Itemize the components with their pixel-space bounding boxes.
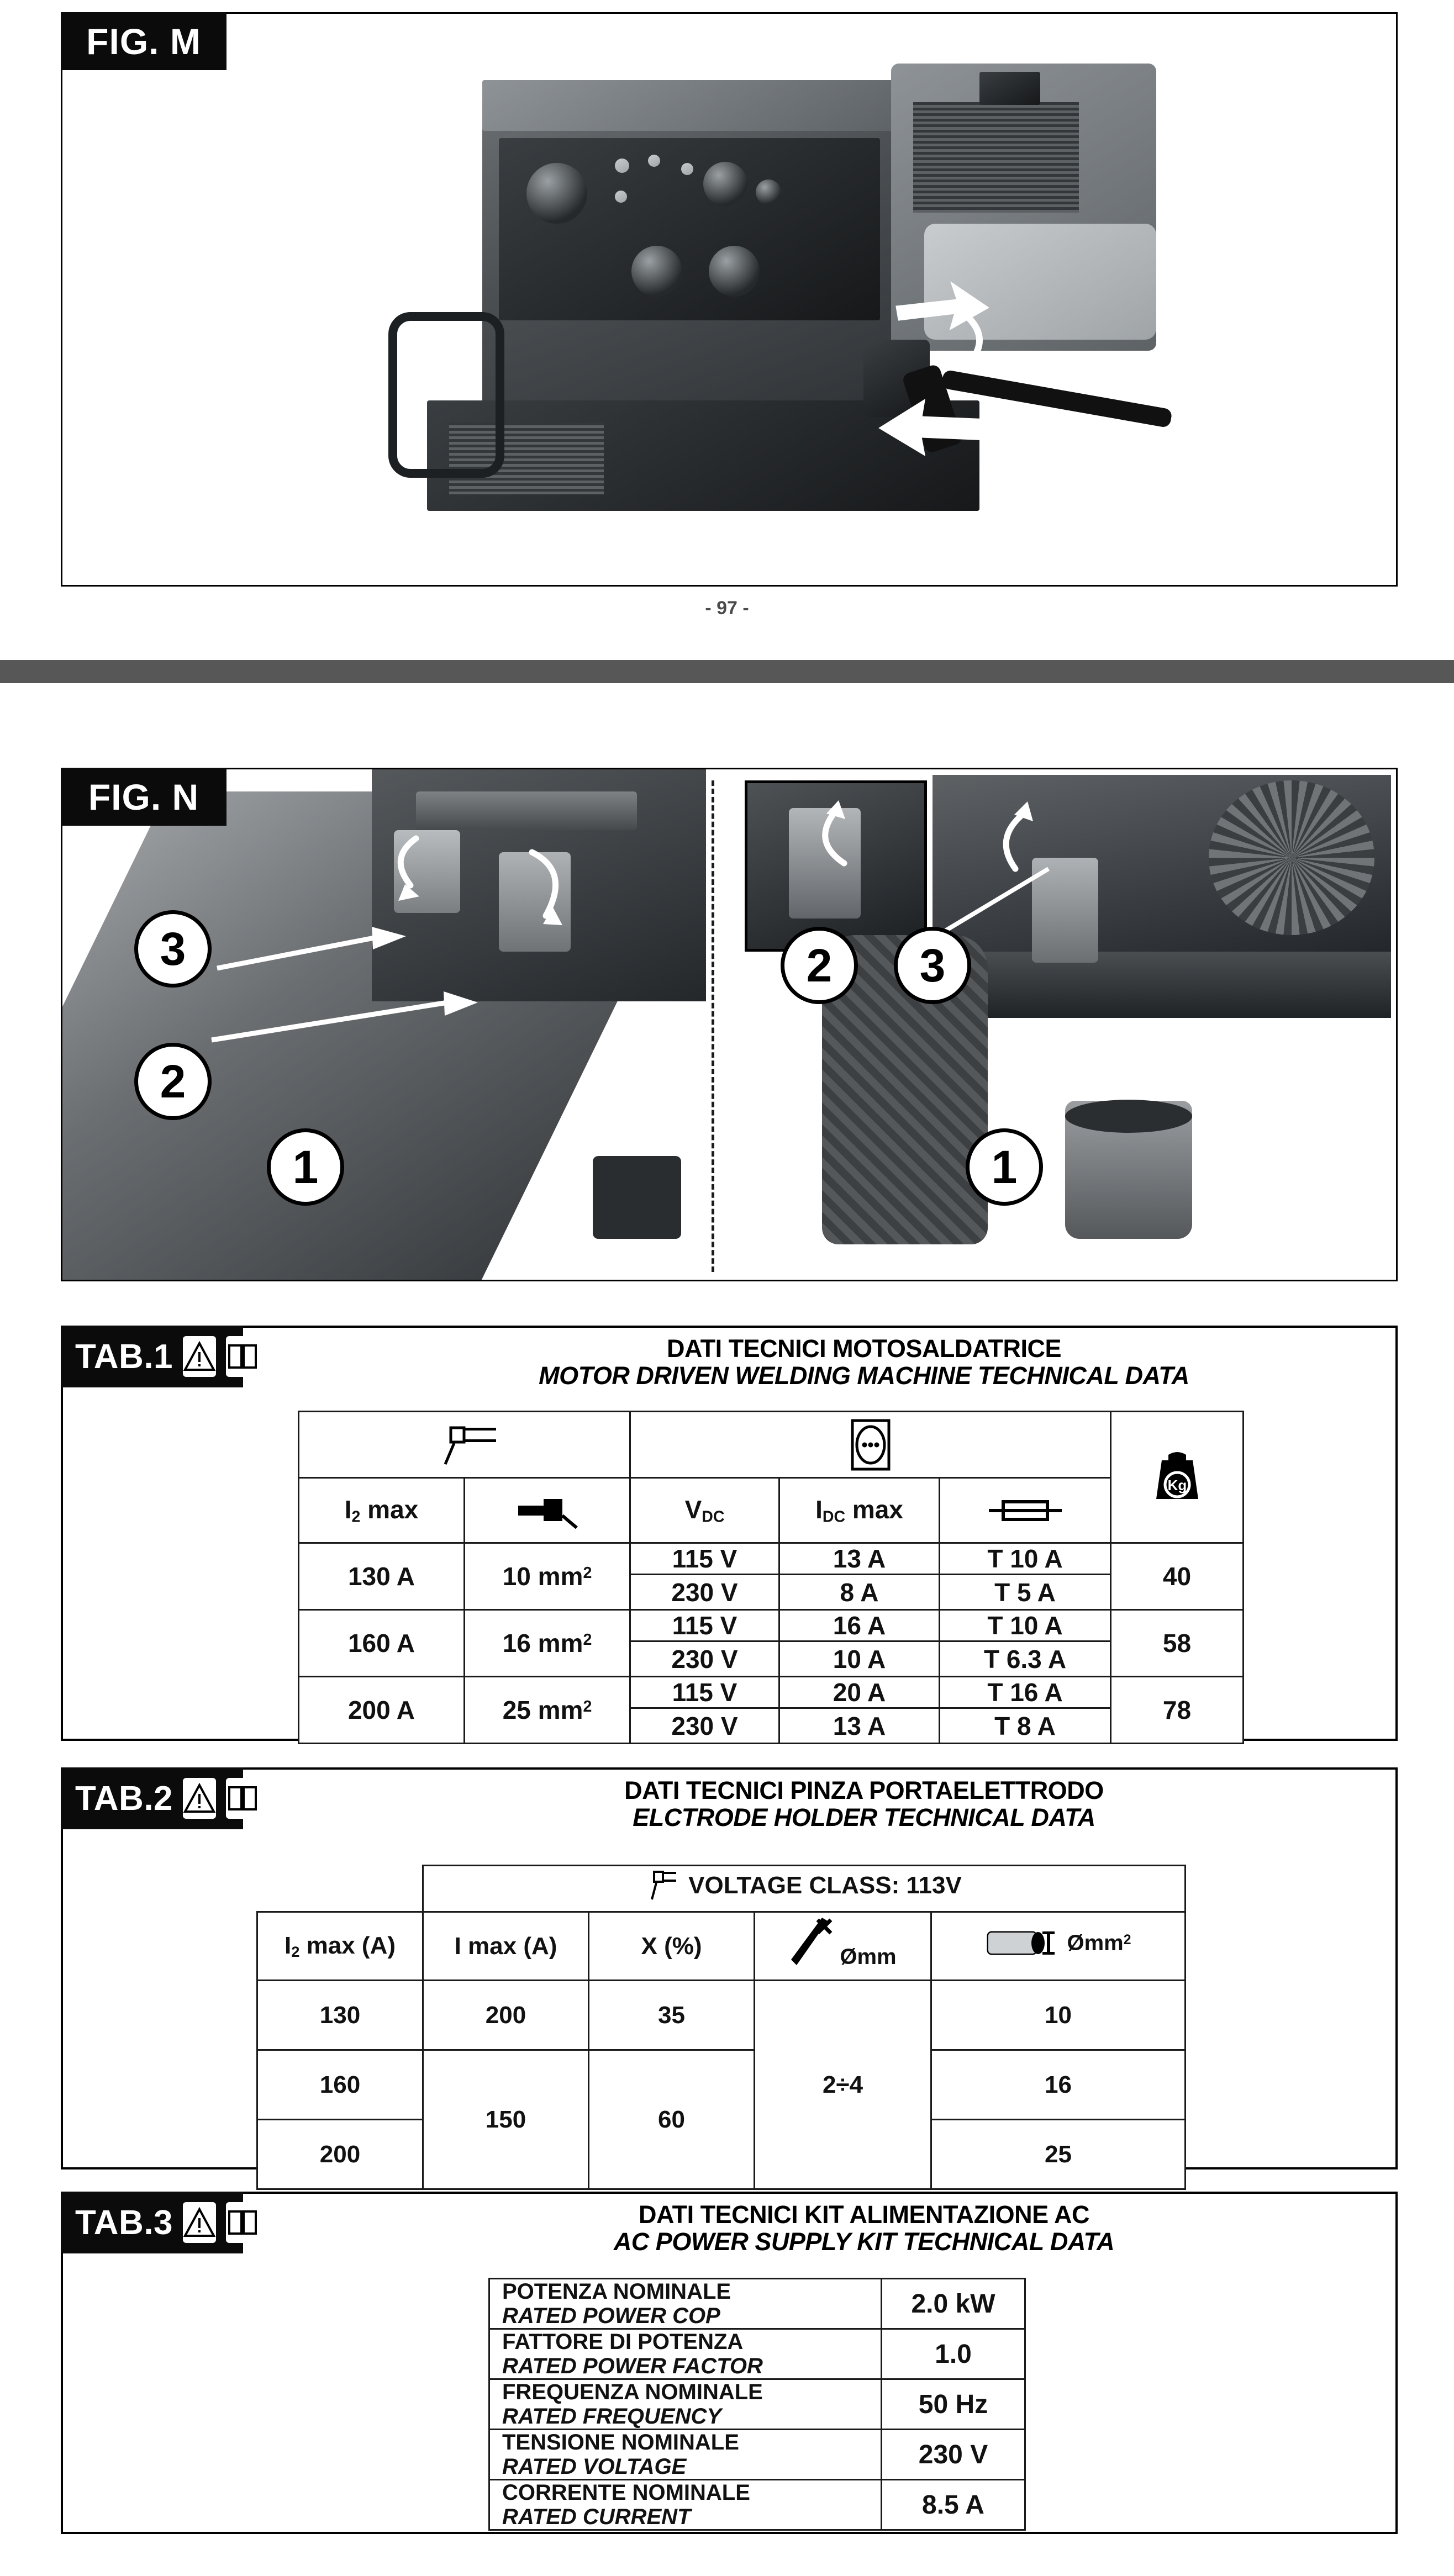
manual-book-icon (226, 1778, 259, 1819)
table-row (489, 2480, 1025, 2530)
header-vdc: $V_{DC}$ (630, 1478, 779, 1543)
electrode-welding-icon (429, 1421, 501, 1469)
tab1-table (298, 1411, 1244, 1744)
svg-text:Kg: Kg (1167, 1476, 1187, 1493)
table-row (299, 1543, 1244, 1575)
rotate-arrow-icon (880, 273, 1024, 384)
tab3-table (488, 2278, 1026, 2531)
cell-cable-section: 16 (931, 2050, 1186, 2120)
cell-vdc: 115 V (630, 1677, 779, 1708)
table-header-row (299, 1412, 1244, 1478)
cell-vdc: 115 V (630, 1543, 779, 1575)
cell-cable-section: 10 (931, 1981, 1186, 2050)
header-fuse (940, 1478, 1111, 1543)
header-i2max: $I_2$ max (A) (257, 1912, 423, 1981)
callout-2: 2 (134, 1043, 212, 1120)
callout-3: 3 (894, 927, 971, 1004)
label-it: TENSIONE NOMINALE (502, 2430, 739, 2454)
page-number: - 97 - (705, 598, 749, 619)
warning-triangle-icon (183, 1336, 216, 1377)
figure-n-panel (61, 768, 1398, 1281)
cell-fuse: T 6.3 A (940, 1641, 1111, 1677)
label-it: CORRENTE NOMINALE (502, 2480, 750, 2505)
cell-i2max: 130 A (299, 1543, 465, 1610)
table-subheader-row (299, 1478, 1244, 1543)
tab2-block (61, 1767, 1398, 2169)
figure-n-right-photo (723, 769, 1396, 1280)
tab3-block (61, 2192, 1398, 2534)
weight-kg-icon (1152, 1447, 1203, 1508)
cell-fuse: T 10 A (940, 1610, 1111, 1641)
header-socket-group (630, 1412, 1111, 1478)
cell-parameter-label (489, 2480, 882, 2530)
header-weight-group (1111, 1412, 1244, 1543)
header-i2max: $I_2$ max (299, 1478, 465, 1543)
cell-i2max: 200 A (299, 1677, 465, 1744)
callout-leader-line (201, 952, 554, 1117)
tab2-table (256, 1865, 1186, 2190)
cell-parameter-label (489, 2279, 882, 2329)
cell-vdc: 230 V (630, 1708, 779, 1744)
tab3-title-en: AC POWER SUPPLY KIT TECHNICAL DATA (613, 2227, 1115, 2256)
cell-i2max: 200 (257, 2120, 423, 2189)
power-socket-icon (849, 1417, 892, 1472)
label-it: POTENZA NOMINALE (502, 2279, 731, 2304)
label-it: FREQUENZA NOMINALE (502, 2380, 763, 2404)
welding-cable-icon (512, 1491, 583, 1530)
tab2-title-en: ELCTRODE HOLDER TECHNICAL DATA (633, 1803, 1095, 1831)
callout-1: 1 (966, 1128, 1043, 1206)
cell-vdc: 230 V (630, 1575, 779, 1610)
cell-parameter-value: 2.0 kW (882, 2279, 1025, 2329)
tab2-tag (61, 1767, 243, 1829)
figure-n-left-photo (62, 769, 706, 1280)
header-cable-section: Ømm$^2$ (931, 1912, 1186, 1981)
cell-kg: 78 (1111, 1677, 1244, 1744)
callout-3: 3 (134, 910, 212, 988)
tab3-title (339, 2202, 1389, 2255)
cell-parameter-value: 8.5 A (882, 2480, 1025, 2530)
cell-vdc: 115 V (630, 1610, 779, 1641)
manual-book-icon (226, 2202, 259, 2243)
figure-n-divider (712, 780, 714, 1272)
cell-i2max: 160 A (299, 1610, 465, 1677)
spacer-cell (257, 1866, 423, 1912)
table-row (489, 2279, 1025, 2329)
label-en: RATED POWER FACTOR (502, 2354, 763, 2378)
cell-rod-diameter: 2÷4 (755, 1981, 931, 2189)
figure-n-tag: FIG. N (61, 768, 226, 826)
tab1-block (61, 1326, 1398, 1741)
tab3-tag (61, 2192, 243, 2253)
cell-idc: 8 A (779, 1575, 940, 1610)
tab2-tag-label: TAB.2 (75, 1779, 173, 1818)
cell-duty-cycle: 60 (589, 2050, 755, 2189)
cell-idc: 20 A (779, 1677, 940, 1708)
figure-m-tag: FIG. M (61, 12, 226, 70)
cell-cable: 25 $mm^2$ (465, 1677, 630, 1744)
tab3-tag-label: TAB.3 (75, 2203, 173, 2242)
table-row (257, 2050, 1186, 2120)
table-row (489, 2329, 1025, 2379)
cell-i2max: 160 (257, 2050, 423, 2120)
cell-idc: 10 A (779, 1641, 940, 1677)
cell-parameter-value: 230 V (882, 2430, 1025, 2480)
table-row (299, 1610, 1244, 1641)
electrode-welding-icon (646, 1868, 677, 1903)
rotate-arrow-icon (499, 830, 609, 941)
cell-cable: 16 $mm^2$ (465, 1610, 630, 1677)
cell-parameter-label (489, 2430, 882, 2480)
cell-kg: 58 (1111, 1610, 1244, 1677)
table-header-row (257, 1866, 1186, 1912)
section-separator (0, 660, 1454, 683)
callout-1: 1 (267, 1128, 344, 1206)
cell-fuse: T 5 A (940, 1575, 1111, 1610)
header-duty-cycle: X (%) (589, 1912, 755, 1981)
cell-cable-section: 25 (931, 2120, 1186, 2189)
warning-triangle-icon (183, 2202, 216, 2243)
table-subheader-row (257, 1912, 1186, 1981)
cell-fuse: T 16 A (940, 1677, 1111, 1708)
table-row (489, 2430, 1025, 2480)
cable-lug-icon (985, 1924, 1062, 1962)
table-row (489, 2379, 1025, 2430)
tab1-title-it: DATI TECNICI MOTOSALDATRICE (667, 1334, 1061, 1363)
cell-duty-cycle: 35 (589, 1981, 755, 2050)
cell-parameter-label (489, 2379, 882, 2430)
cell-kg: 40 (1111, 1543, 1244, 1610)
cell-parameter-value: 1.0 (882, 2329, 1025, 2379)
insert-arrow-icon (869, 395, 1035, 461)
figure-m-panel (61, 12, 1398, 587)
cell-parameter-label (489, 2329, 882, 2379)
tab3-title-it: DATI TECNICI KIT ALIMENTAZIONE AC (639, 2200, 1089, 2229)
figure-m-photo (62, 14, 1396, 585)
tab1-title-en: MOTOR DRIVEN WELDING MACHINE TECHNICAL DATA (539, 1361, 1189, 1390)
cell-imax: 200 (423, 1981, 589, 2050)
cell-idc: 16 A (779, 1610, 940, 1641)
rotate-arrow-icon (761, 791, 888, 902)
tab1-tag-label: TAB.1 (75, 1337, 173, 1376)
header-idcmax: $I_{DC}$ max (779, 1478, 940, 1543)
cell-i2max: 130 (257, 1981, 423, 2050)
tab2-title-it: DATI TECNICI PINZA PORTAELETTRODO (624, 1776, 1104, 1804)
tab1-tag (61, 1326, 243, 1387)
label-en: RATED CURRENT (502, 2505, 691, 2529)
cell-idc: 13 A (779, 1543, 940, 1575)
header-voltage-class (423, 1866, 1186, 1912)
tab1-title (339, 1335, 1389, 1389)
cell-fuse: T 10 A (940, 1543, 1111, 1575)
fuse-icon (987, 1495, 1064, 1526)
label-it: FATTORE DI POTENZA (502, 2330, 744, 2354)
callout-2: 2 (781, 927, 858, 1004)
voltage-class-label: VOLTAGE CLASS: 113V (688, 1872, 962, 1899)
cell-fuse: T 8 A (940, 1708, 1111, 1744)
label-en: RATED FREQUENCY (502, 2404, 722, 2429)
cell-vdc: 230 V (630, 1641, 779, 1677)
label-en: RATED VOLTAGE (502, 2454, 687, 2479)
electrode-rod-icon (789, 1917, 836, 1970)
cell-cable: 10 $mm^2$ (465, 1543, 630, 1610)
header-cable-section (465, 1478, 630, 1543)
header-welding-group (299, 1412, 630, 1478)
warning-triangle-icon (183, 1778, 216, 1819)
header-imax: I max (A) (423, 1912, 589, 1981)
table-row (257, 1981, 1186, 2050)
cell-parameter-value: 50 Hz (882, 2379, 1025, 2430)
manual-book-icon (226, 1336, 259, 1377)
cell-idc: 13 A (779, 1708, 940, 1744)
header-rod-diameter: Ømm (755, 1912, 931, 1981)
table-row (299, 1677, 1244, 1708)
tab2-title (339, 1777, 1389, 1831)
label-en: RATED POWER COP (502, 2304, 720, 2328)
cell-imax: 150 (423, 2050, 589, 2189)
